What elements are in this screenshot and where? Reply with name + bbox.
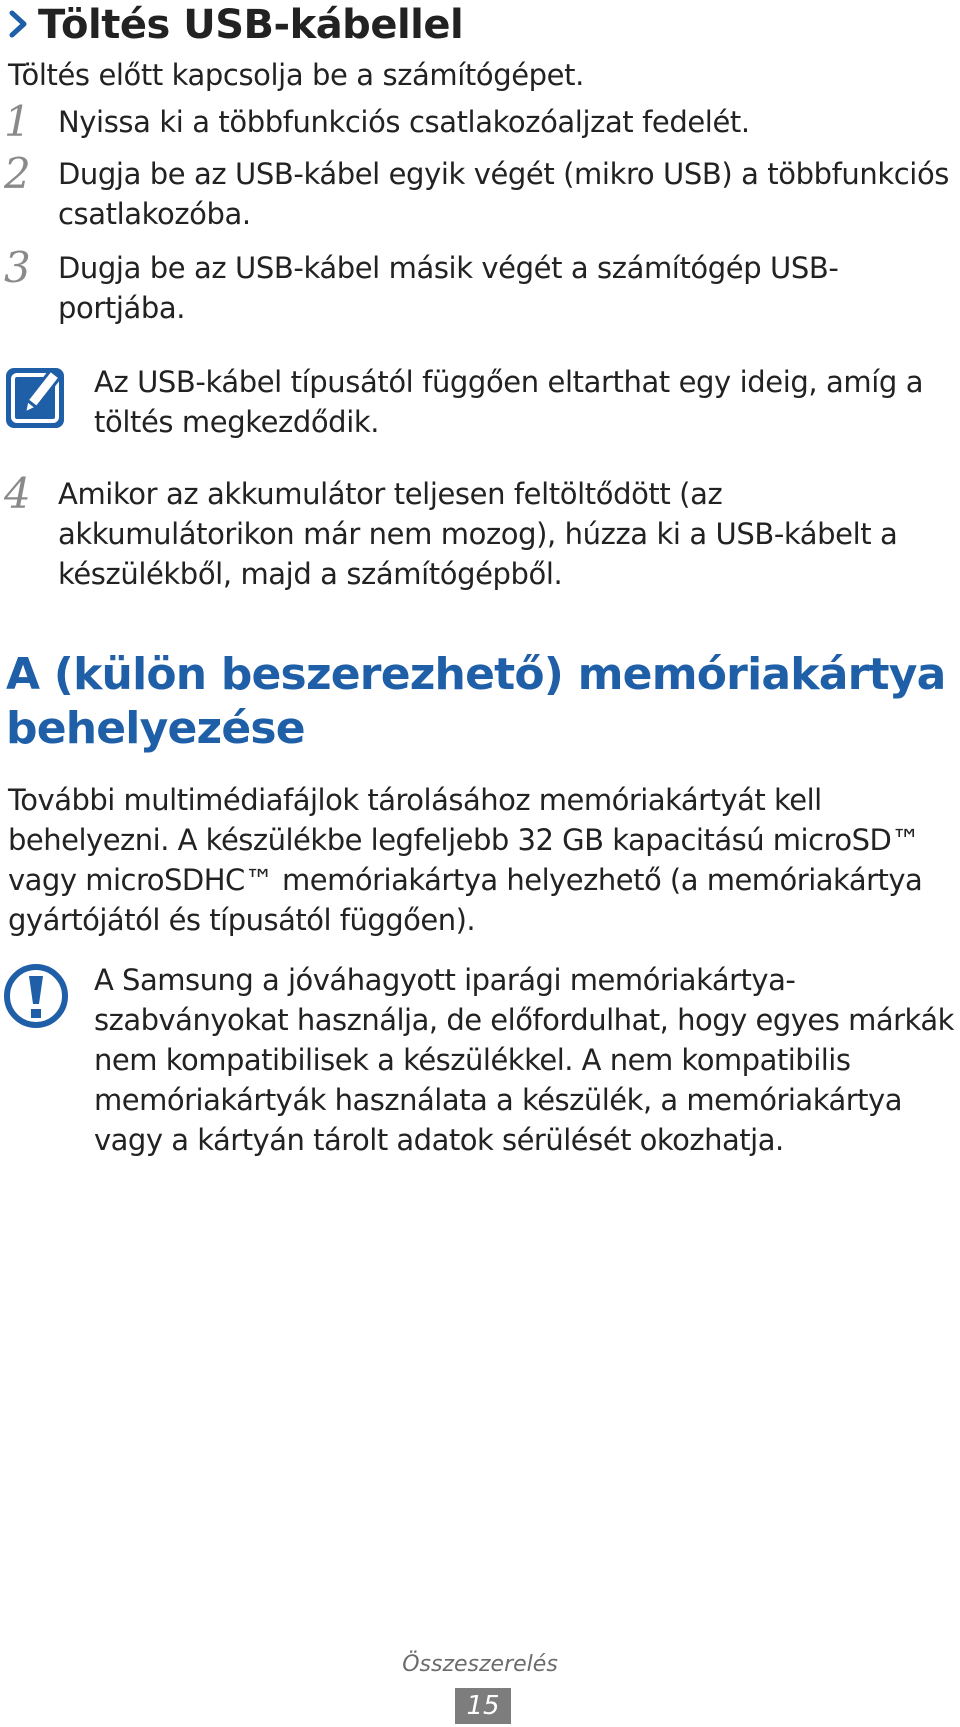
paragraph-line: vagy microSDHC™ memóriakártya helyezhető (a memóriakártya <box>8 863 923 897</box>
step-line: akkumulátorikon már nem mozog), húzza ki a USB-kábelt a <box>58 517 898 551</box>
warning-line: vagy a kártyán tárolt adatok sérülését okozhatja. <box>94 1123 784 1157</box>
step-text <box>58 154 958 234</box>
section-title-line: A (külön beszerezhető) memóriakártya <box>6 649 946 700</box>
warning-text <box>94 960 954 1160</box>
step-line: Amikor az akkumulátor teljesen feltöltődött (az <box>58 477 723 511</box>
step-line: Dugja be az USB-kábel másik végét a számítógép USB- <box>58 251 839 285</box>
subsection-title: Töltés USB-kábellel <box>38 2 464 48</box>
subsection-intro: Töltés előtt kapcsolja be a számítógépet. <box>8 58 584 92</box>
subsection-heading <box>4 0 463 50</box>
paragraph-line: gyártójától és típusától függően). <box>8 903 476 937</box>
warning-line: A Samsung a jóváhagyott iparági memóriakártya- <box>94 963 796 997</box>
paragraph-line: behelyezni. A készülékbe legfeljebb 32 GB kapacitású microSD™ <box>8 823 920 857</box>
note-pencil-icon <box>4 366 68 430</box>
footer-chapter: Összeszerelés <box>402 1652 558 1677</box>
section-title-line: behelyezése <box>6 703 305 754</box>
step-number: 1 <box>4 97 31 146</box>
paragraph-line: További multimédiafájlok tárolásához memóriakártyát kell <box>8 783 822 817</box>
step-number: 4 <box>4 469 31 518</box>
note-line: töltés megkezdődik. <box>94 405 380 439</box>
step-number: 2 <box>4 149 31 198</box>
chevron-right-icon <box>4 10 32 38</box>
step-number: 3 <box>4 243 31 292</box>
page-number: 15 <box>455 1688 511 1724</box>
step-text <box>58 102 958 142</box>
warning-line: memóriakártyák használata a készülék, a memóriakártya <box>94 1083 902 1117</box>
step-line: csatlakozóba. <box>58 197 251 231</box>
step-text <box>58 248 958 328</box>
step-line: Nyissa ki a többfunkciós csatlakozóaljzat fedelét. <box>58 105 750 139</box>
step-line: portjába. <box>58 291 186 325</box>
step-line: készülékből, majd a számítógépből. <box>58 557 563 591</box>
step-text <box>58 474 958 594</box>
warning-line: nem kompatibilisek a készülékkel. A nem kompatibilis <box>94 1043 851 1077</box>
step-line: Dugja be az USB-kábel egyik végét (mikro USB) a többfunkciós <box>58 157 950 191</box>
note-text <box>94 362 923 442</box>
section-title <box>6 648 946 756</box>
section-paragraph <box>8 780 922 940</box>
note-line: Az USB-kábel típusától függően eltarthat egy ideig, amíg a <box>94 365 924 399</box>
warning-line: szabványokat használja, de előfordulhat, hogy egyes márkák <box>94 1003 954 1037</box>
warning-exclamation-icon <box>4 964 68 1028</box>
